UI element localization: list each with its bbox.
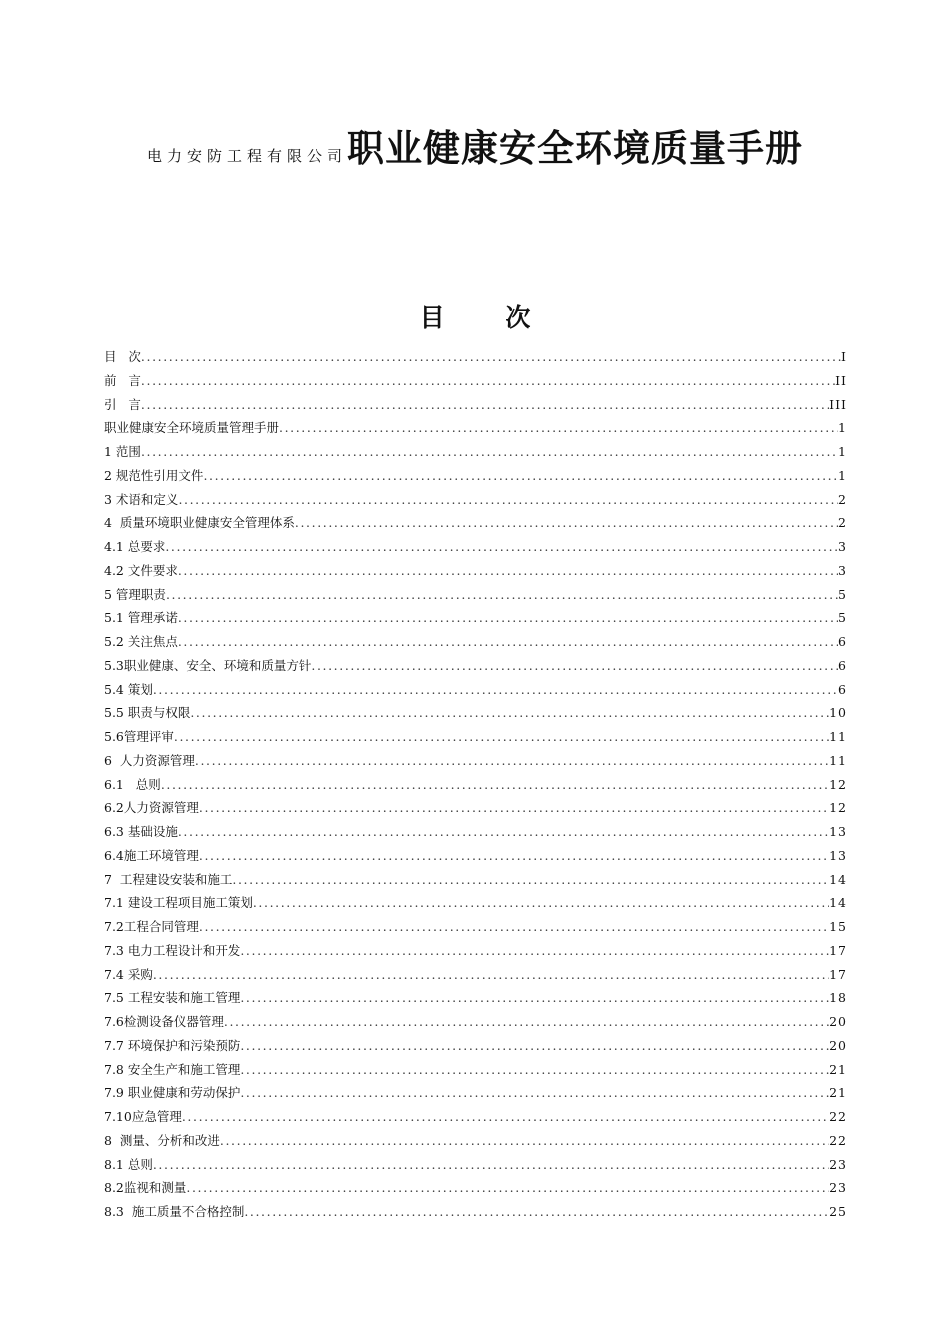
toc-entry[interactable]	[104, 844, 847, 868]
toc-dot-leader	[178, 630, 838, 654]
toc-entry-label: 8.1 总则	[104, 1156, 153, 1172]
toc-dot-leader	[141, 369, 835, 393]
toc-entry[interactable]	[104, 1200, 847, 1224]
toc-entry[interactable]	[104, 416, 847, 440]
toc-page-number: 12	[829, 776, 847, 792]
toc-page-number: III	[829, 396, 847, 412]
toc-entry-label: 6.3 基础设施	[104, 824, 178, 839]
toc-entry-label: 7.10应急管理	[104, 1109, 182, 1124]
toc-dot-leader	[199, 796, 829, 820]
toc-dot-leader	[178, 820, 829, 844]
toc-entry-label: 7 工程建设安装和施工	[104, 871, 233, 887]
toc-entry[interactable]	[104, 1010, 847, 1034]
toc-page-number: 22	[829, 1132, 847, 1148]
toc-dot-leader	[141, 345, 841, 369]
toc-dot-leader	[240, 939, 829, 963]
toc-entry[interactable]	[104, 559, 847, 583]
toc-dot-leader	[141, 393, 829, 417]
toc-page-number: 11	[829, 752, 847, 768]
toc-entry-label: 8.2监视和测量	[104, 1180, 187, 1196]
toc-page-number: 14	[829, 871, 847, 887]
toc-page-number: 1	[838, 420, 847, 436]
toc-entry-label: 7.5 工程安装和施工管理	[104, 990, 241, 1006]
toc-entry[interactable]	[104, 369, 847, 393]
toc-dot-leader	[240, 1058, 829, 1082]
toc-entry-label: 4.1 总要求	[104, 539, 166, 554]
toc-dot-leader	[199, 915, 829, 939]
toc-page-number: 18	[829, 990, 847, 1006]
toc-dot-leader	[244, 1200, 829, 1224]
toc-dot-leader	[161, 773, 829, 797]
toc-entry[interactable]	[104, 725, 847, 749]
toc-entry-label: 6 人力资源管理	[104, 752, 195, 768]
toc-page-number: 22	[829, 1109, 847, 1124]
toc-entry-label: 7.8 安全生产和施工管理	[104, 1061, 241, 1077]
toc-entry-label: 6.2人力资源管理	[104, 800, 199, 816]
toc-page-number: 2	[838, 491, 847, 507]
toc-page-number: 2	[838, 515, 847, 531]
toc-page-number: 13	[829, 847, 847, 863]
toc-page-number: 1	[838, 467, 847, 483]
toc-entry-label: 8 测量、分析和改进	[104, 1132, 220, 1148]
toc-entry-label: 7.3 电力工程设计和开发	[104, 942, 241, 958]
toc-dot-leader	[311, 654, 838, 678]
toc-entry-label: 5.2 关注焦点	[104, 634, 178, 649]
toc-page-number: 1	[838, 444, 847, 459]
toc-page-number: I	[841, 349, 847, 364]
toc-dot-leader	[141, 440, 838, 464]
toc-page-number: 5	[838, 610, 847, 626]
toc-page-number: 6	[838, 681, 847, 697]
toc-dot-leader	[153, 963, 829, 987]
toc-entry[interactable]	[104, 868, 847, 892]
toc-entry-label: 职业健康安全环境质量管理手册	[104, 420, 280, 436]
toc-dot-leader	[178, 488, 838, 512]
toc-entry-label: 7.6检测设备仪器管理	[104, 1014, 224, 1029]
toc-entry-label: 引 言	[104, 396, 141, 412]
toc-entry[interactable]	[104, 773, 847, 797]
toc-entry[interactable]	[104, 891, 847, 915]
toc-entry-label: 4 质量环境职业健康安全管理体系	[104, 515, 295, 531]
toc-dot-leader	[153, 678, 838, 702]
toc-entry[interactable]	[104, 749, 847, 773]
toc-entry[interactable]	[104, 606, 847, 630]
toc-entry-label: 5.4 策划	[104, 681, 153, 697]
toc-page-number: 13	[829, 824, 847, 839]
toc-entry[interactable]	[104, 986, 847, 1010]
toc-page-number: 5	[838, 586, 847, 602]
toc-entry-label: 前 言	[104, 372, 141, 388]
toc-entry[interactable]	[104, 393, 847, 417]
toc-heading: 目 次	[419, 303, 557, 332]
toc-entry-label: 7.9 职业健康和劳动保护	[104, 1085, 241, 1101]
toc-page-number: 3	[838, 539, 847, 554]
toc-dot-leader	[203, 464, 838, 488]
toc-entry[interactable]	[104, 939, 847, 963]
toc-page-number: 10	[829, 705, 847, 721]
toc-entry-label: 8.3 施工质量不合格控制	[104, 1204, 245, 1219]
toc-page-number: 14	[829, 895, 847, 911]
toc-dot-leader	[240, 1081, 829, 1105]
toc-dot-leader	[199, 844, 829, 868]
toc-dot-leader	[195, 749, 829, 773]
toc-entry[interactable]	[104, 1081, 847, 1105]
toc-page-number: 6	[838, 634, 847, 649]
toc-dot-leader	[295, 511, 838, 535]
toc-page-number: 23	[829, 1180, 847, 1196]
toc-dot-leader	[240, 1034, 829, 1058]
toc-page-number: 21	[829, 1085, 847, 1101]
toc-page-number: 17	[829, 966, 847, 982]
toc-dot-leader	[178, 606, 838, 630]
toc-entry-label: 7.4 采购	[104, 966, 153, 982]
toc-entry[interactable]	[104, 701, 847, 725]
company-name: 电力安防工程有限公司	[146, 147, 347, 165]
table-of-contents	[104, 345, 847, 1224]
toc-entry-label: 5 管理职责	[104, 586, 166, 602]
toc-entry[interactable]	[104, 488, 847, 512]
toc-entry-label: 6.4施工环境管理	[104, 847, 199, 863]
toc-entry-label: 7.2工程合同管理	[104, 919, 199, 934]
toc-page-number: 12	[829, 800, 847, 816]
toc-entry[interactable]	[104, 820, 847, 844]
toc-dot-leader	[153, 1153, 829, 1177]
toc-entry[interactable]	[104, 511, 847, 535]
toc-page-number: 21	[829, 1061, 847, 1077]
toc-entry[interactable]	[104, 440, 847, 464]
toc-dot-leader	[182, 1105, 829, 1129]
document-title: 职业健康安全环境质量手册	[347, 127, 803, 170]
toc-entry[interactable]	[104, 630, 847, 654]
toc-dot-leader	[232, 868, 829, 892]
toc-page-number: 3	[838, 562, 847, 578]
toc-page-number: 11	[829, 729, 847, 744]
toc-entry-label: 6.1 总则	[104, 776, 161, 792]
toc-entry[interactable]	[104, 345, 847, 369]
toc-dot-leader	[190, 701, 829, 725]
toc-entry[interactable]	[104, 1129, 847, 1153]
toc-entry[interactable]	[104, 1176, 847, 1200]
toc-entry[interactable]	[104, 963, 847, 987]
toc-dot-leader	[240, 986, 829, 1010]
toc-entry-label: 3 术语和定义	[104, 491, 179, 507]
toc-entry[interactable]	[104, 535, 847, 559]
toc-entry-label: 5.5 职责与权限	[104, 705, 191, 721]
toc-dot-leader	[174, 725, 829, 749]
toc-dot-leader	[279, 416, 838, 440]
toc-page-number: II	[835, 372, 847, 388]
toc-page-number: 6	[838, 657, 847, 673]
toc-dot-leader	[220, 1129, 829, 1153]
toc-entry[interactable]	[104, 583, 847, 607]
toc-entry-label: 2 规范性引用文件	[104, 467, 204, 483]
toc-entry-label: 目 次	[104, 349, 141, 364]
toc-entry[interactable]	[104, 1034, 847, 1058]
toc-page-number: 20	[829, 1014, 847, 1029]
toc-dot-leader	[178, 559, 838, 583]
toc-entry[interactable]	[104, 654, 847, 678]
toc-entry-label: 7.7 环境保护和污染预防	[104, 1037, 241, 1053]
toc-entry-label: 5.6管理评审	[104, 729, 174, 744]
toc-page-number: 20	[829, 1037, 847, 1053]
toc-dot-leader	[165, 535, 838, 559]
toc-entry[interactable]	[104, 464, 847, 488]
toc-dot-leader	[166, 583, 838, 607]
toc-entry[interactable]	[104, 915, 847, 939]
toc-entry[interactable]	[104, 1105, 847, 1129]
toc-entry-label: 4.2 文件要求	[104, 562, 178, 578]
toc-entry-label: 5.1 管理承诺	[104, 610, 178, 626]
toc-entry[interactable]	[104, 1153, 847, 1177]
toc-page-number: 17	[829, 942, 847, 958]
toc-entry-label: 1 范围	[104, 444, 141, 459]
document-header	[0, 118, 950, 172]
toc-dot-leader	[224, 1010, 829, 1034]
toc-dot-leader	[186, 1176, 829, 1200]
toc-entry-label: 7.1 建设工程项目施工策划	[104, 895, 253, 911]
toc-page-number: 15	[829, 919, 847, 934]
toc-page-number: 23	[829, 1156, 847, 1172]
toc-dot-leader	[253, 891, 829, 915]
toc-entry[interactable]	[104, 1058, 847, 1082]
toc-page-number: 25	[829, 1204, 847, 1219]
toc-entry[interactable]	[104, 678, 847, 702]
toc-entry[interactable]	[104, 796, 847, 820]
toc-entry-label: 5.3职业健康、安全、环境和质量方针	[104, 657, 312, 673]
